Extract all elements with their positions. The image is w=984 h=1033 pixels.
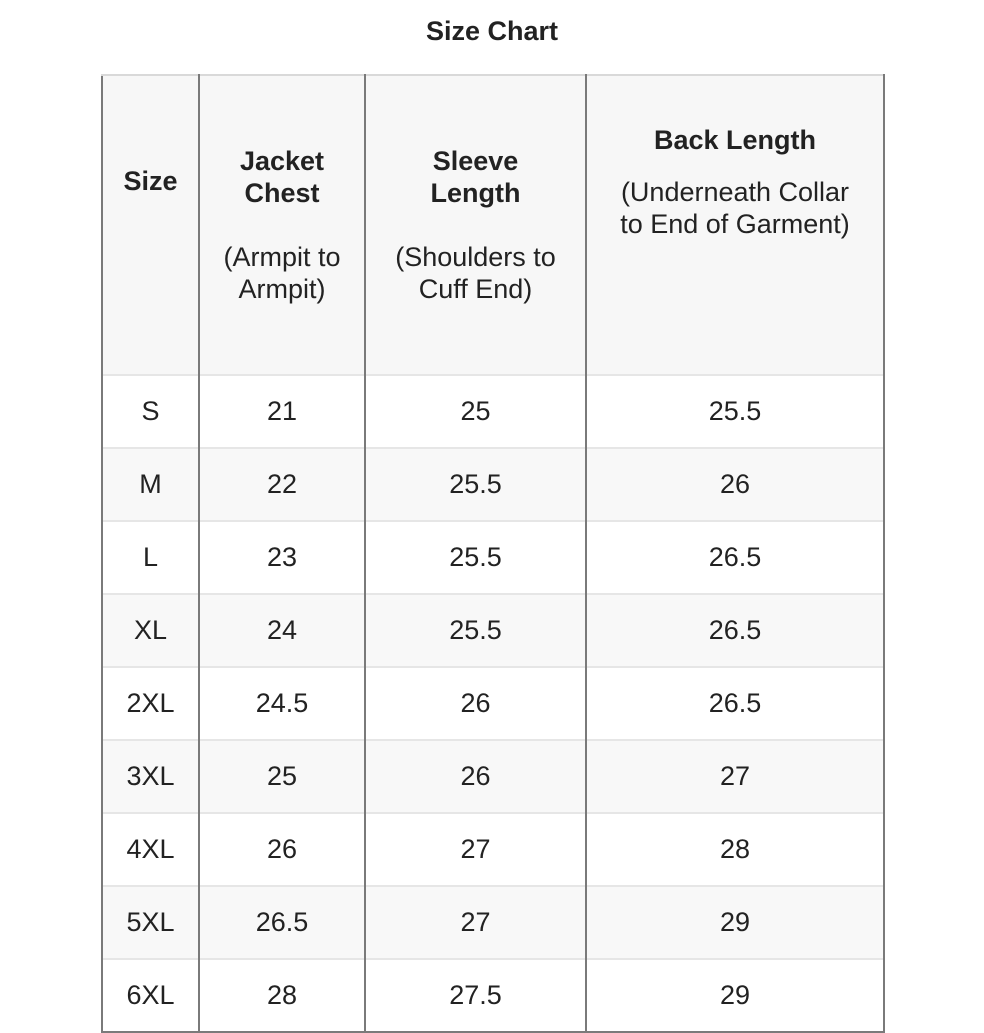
header-back-title: Back Length: [653, 125, 817, 155]
size-chart-table: [101, 74, 885, 1033]
back-cell: 29: [586, 959, 884, 1032]
table-row: [102, 740, 884, 813]
back-cell: 26.5: [586, 594, 884, 667]
chest-cell: 22: [199, 448, 365, 521]
back-cell: 26.5: [586, 521, 884, 594]
table-row: [102, 375, 884, 448]
table-body: [102, 375, 884, 1032]
size-cell: 3XL: [102, 740, 199, 813]
table-row: [102, 594, 884, 667]
size-cell: M: [102, 448, 199, 521]
header-size: [102, 75, 199, 375]
chest-cell: 26: [199, 813, 365, 886]
page-title: Size Chart: [425, 16, 559, 46]
size-cell: XL: [102, 594, 199, 667]
header-sleeve-length: [365, 75, 586, 375]
sleeve-cell: 25.5: [365, 594, 586, 667]
sleeve-cell: 27: [365, 886, 586, 959]
sleeve-cell: 26: [365, 667, 586, 740]
header-jacket-chest: [199, 75, 365, 375]
back-cell: 28: [586, 813, 884, 886]
sleeve-cell: 27.5: [365, 959, 586, 1032]
table-row: [102, 886, 884, 959]
header-row: [102, 75, 884, 375]
table-row: [102, 813, 884, 886]
header-size-label: Size: [123, 166, 178, 196]
chest-cell: 23: [199, 521, 365, 594]
back-cell: 26.5: [586, 667, 884, 740]
sleeve-cell: 25.5: [365, 521, 586, 594]
header-chest-title: Jacket Chest: [239, 146, 325, 208]
sleeve-cell: 25.5: [365, 448, 586, 521]
sleeve-cell: 26: [365, 740, 586, 813]
header-sleeve-subtitle: (Shoulders to Cuff End): [395, 242, 556, 304]
table-row: [102, 959, 884, 1032]
size-cell: S: [102, 375, 199, 448]
chest-cell: 24.5: [199, 667, 365, 740]
table-row: [102, 521, 884, 594]
table-row: [102, 448, 884, 521]
chest-cell: 25: [199, 740, 365, 813]
size-cell: 4XL: [102, 813, 199, 886]
chest-cell: 28: [199, 959, 365, 1032]
header-sleeve-title: Sleeve Length: [430, 146, 521, 208]
back-cell: 27: [586, 740, 884, 813]
back-cell: 26: [586, 448, 884, 521]
back-cell: 25.5: [586, 375, 884, 448]
table-row: [102, 667, 884, 740]
sleeve-cell: 27: [365, 813, 586, 886]
sleeve-cell: 25: [365, 375, 586, 448]
header-back-subtitle: (Underneath Collar to End of Garment): [620, 177, 850, 239]
size-cell: 2XL: [102, 667, 199, 740]
size-cell: 5XL: [102, 886, 199, 959]
back-cell: 29: [586, 886, 884, 959]
header-back-length: [586, 75, 884, 375]
size-cell: L: [102, 521, 199, 594]
header-chest-subtitle: (Armpit to Armpit): [223, 242, 341, 304]
chest-cell: 21: [199, 375, 365, 448]
chest-cell: 24: [199, 594, 365, 667]
size-cell: 6XL: [102, 959, 199, 1032]
chest-cell: 26.5: [199, 886, 365, 959]
